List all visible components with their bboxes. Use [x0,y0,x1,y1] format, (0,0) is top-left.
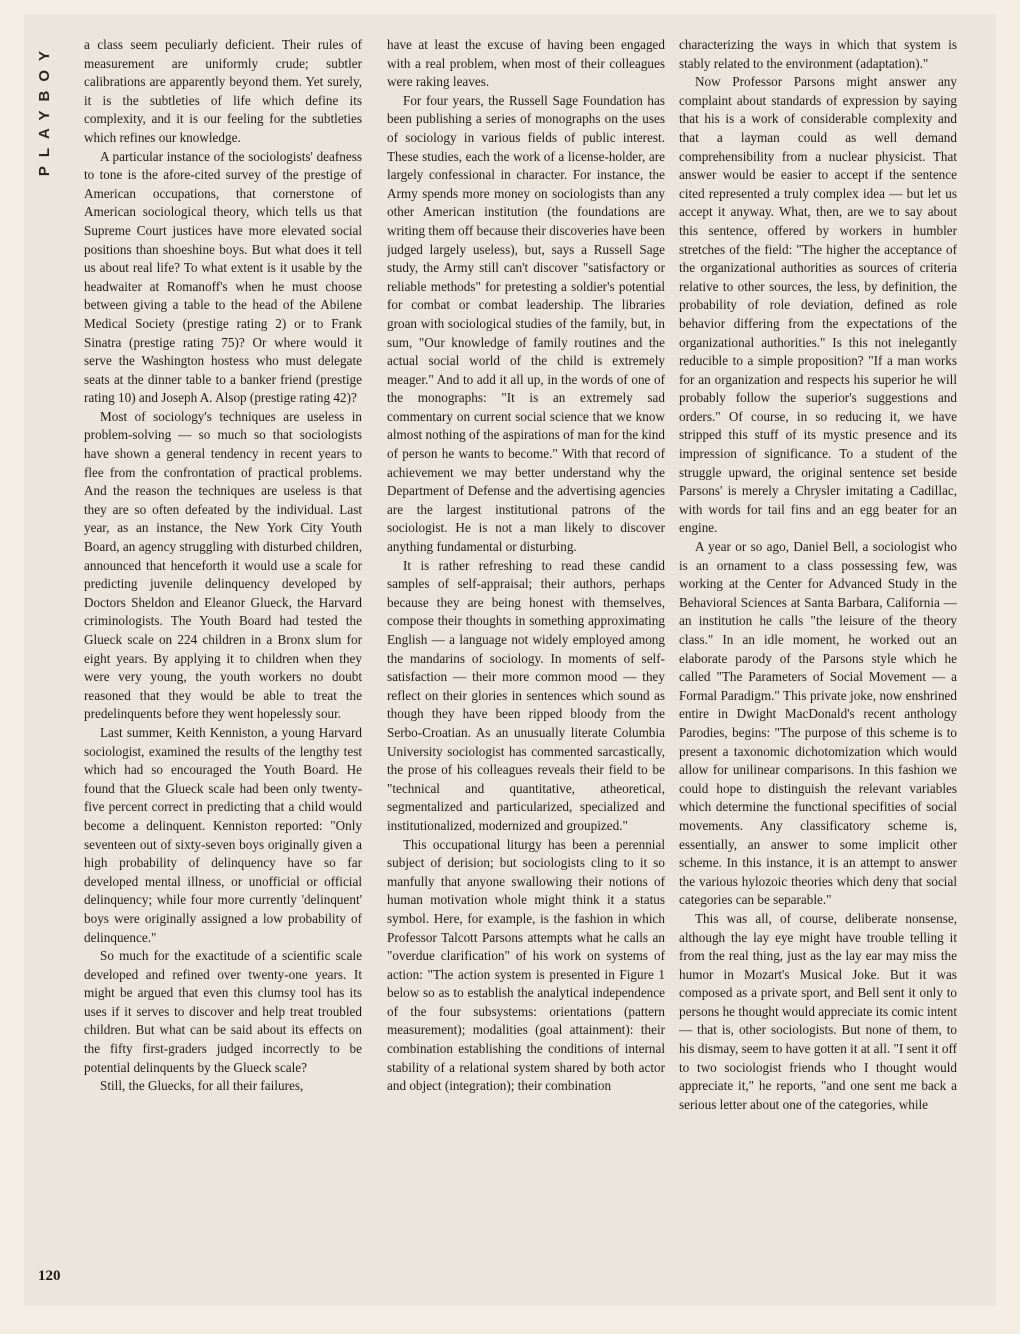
paragraph: A particular instance of the sociologists' deafness to tone is the afore-cited survey of the prestige of American occupations, that cornerstone of American sociological theory, which tells us that Supreme Court justices have more elevated social positions than shoeshine boys. But what does it tell us about real life? To what extent is it usable by the headwaiter at Romanoff's when he must choose between giving a table to the head of the Abilene Medical Society (prestige rating 2) or to Frank Sinatra (prestige rating 75)? Or where would it serve the Washington hostess who must delegate seats at the dinner table to a banker friend (prestige rating 10) and Joseph A. Alsop (prestige rating 42)? [84,148,362,406]
paragraph: Most of sociology's techniques are useless in problem-solving — so much so that sociologists have shown a general tendency in recent years to flee from the confrontation of practical problems. And the reason the techniques are useless is that they are so often defeated by the individual. Last year, as an instance, the New York City Youth Board, an agency struggling with disturbed children, announced that henceforth it would use a scale for predicting juvenile delinquency developed by Doctors Sheldon and Eleanor Glueck, the Harvard criminologists. The Youth Board had tested the Glueck scale on 224 children in a Bronx slum for eight years. By applying it to children when they were very young, the youth workers no doubt reasoned that they would be able to treat the predelinquents before they went hopelessly sour. [84,408,362,722]
paragraph: It is rather refreshing to read these candid samples of self-appraisal; their authors, perhaps because they are being honest with themselves, compose their thoughts in something approximating English — a language not widely employed among the mandarins of sociology. In moments of self-satisfaction — their more common mood — they reflect on their glories in sentences which sound as though they have been ripped bloody from the Serbo-Croatian. As an unusually literate Columbia University sociologist has commented sarcastically, the prose of his colleagues reveals their field to be "technical and quantitative, atheoretical, segmentalized and particularized, specialized and institutionalized, modernized and groupized." [387,557,665,833]
paragraph: For four years, the Russell Sage Foundation has been publishing a series of monographs on the uses of sociology in various fields of public interest. These studies, each the work of a license-holder, are largely confessional in character. For instance, the Army spends more money on sociologists than any other American institution (the foundations are writing them off because their discoveries have been judged largely useless), but, says a Russell Sage study, the Army still can't discover "satisfactory or reliable methods" for pretesting a soldier's potential for combat or combat leadership. The libraries groan with sociological studies of the family, but, in sum, "Our knowledge of family routines and the actual social world of the child is extremely meager." And to add it all up, in the words of one of the monographs: "It is an extremely sad commentary on current social science that we know almost nothing of the aspirations of man for the kind of person he wants to become." With that record of achievement we may better understand why the Department of Defense and the advertising agencies are the largest institutional patrons of the sociologist. He is not a man likely to discover anything fundamental or disturbing. [387,92,665,555]
paragraph: Still, the Gluecks, for all their failures, [100,1078,304,1094]
paragraph: This occupational liturgy has been a perennial subject of derision; but sociologists cling to it so manfully that anyone swallowing their notions of human motivation whole might think it a status symbol. Here, for example, is the fashion in which Professor Talcott Parsons attempts what he calls an "overdue clarification" of his work on systems of action: "The action system is presented in Figure 1 below so as to establish the analytical independence of the four subsystems: orientations (pattern measurement); modalities (goal attainment): their combination establishing the conditions of internal stability of a relational system shared by both actor and object (integration); their combination [387,836,665,1094]
column-1 [84,36,362,1288]
magazine-logo: PLAYBOY [36,42,53,177]
page-number: 120 [38,1268,61,1284]
paragraph: Last summer, Keith Kenniston, a young Harvard sociologist, examined the results of the lengthy test which had so encouraged the Youth Board. He found that the Glueck scale had been only twenty-five percent correct in predicting that a child would become a delinquent. Kenniston reported: "Only seventeen out of sixty-seven boys originally given a high probability of delinquency have so far developed mental illness, or unofficial or official delinquency; while four more currently 'delinquent' boys were originally assigned a low probability of delinquence." [84,724,362,945]
paragraph: characterizing the ways in which that system is stably related to the environment (adaptation)." [679,37,957,71]
paragraph: A year or so ago, Daniel Bell, a sociologist who is an ornament to a class possessing few, was working at the Center for Advanced Study in the Behavioral Sciences at Santa Barbara, California — an institution he calls "the leisure of the theory class." In an idle moment, he worked out an elaborate parody of the Parsons style which he called "The Parameters of Social Movement — a Formal Paradigm." This private joke, now enshrined entire in Dwight MacDonald's recent anthology Parodies, begins: "The purpose of this scheme is to present a taxonomic dichotomization which would allow for unilinear comparisons. In this fashion we could hope to distinguish the relevant variables which determine the functional specifities of social movements. Any classificatory scheme is, essentially, an answer to some implicit other scheme. In this instance, it is an attempt to answer the various hylozoic theories which deny that social categories can be separable." [679,539,957,908]
column-3 [679,36,957,1288]
paragraph: So much for the exactitude of a scientific scale developed and refined over twenty-one years. It might be argued that even this clumsy tool has its uses if it serves to discover and help treat troubled children. But what can be said about its effects on the fifty first-graders judged incorrectly to be potential delinquents by the Glueck scale? [84,948,362,1075]
paragraph: This was all, of course, deliberate nonsense, although the lay eye might have trouble telling it from the real thing, just as the lay ear may miss the humor in Mozart's Musical Joke. But it was composed as a private sport, and Bell sent it only to persons he thought would appreciate its comic intent — that is, other sociologists. But none of them, to his dismay, seem to have gotten it at all. "I sent it off to two sociologist friends who I thought would appreciate it," he reports, "and one sent me back a serious letter about one of the categories, while [679,910,957,1112]
magazine-page [24,14,996,1306]
paragraph: Now Professor Parsons might answer any complaint about standards of expression by saying that his is a work of considerable complexity and that a layman could as well demand comprehensibility from a nuclear physicist. That answer would be easier to accept if the sentence cited represented a truly complex idea — but let us accept it anyway. What, then, are we to say about this sentence, offered by workers in humbler stretches of the field: "The higher the acceptance of the organizational authorities as sources of criteria relative to other sources, the less, by definition, the probability of role deviation, defined as role behavior differing from the expectations of the organizational authorities." Is this not inelegantly reducible to a simple proposition? "If a man works for an organization and respects his superior he will probably follow the superior's suggestions and orders." Of course, in so reducing it, we have stripped this stuff of its mystic presence and its impression of significance. To a student of the struggle upward, the original sentence set beside Parsons' is merely a Chrysler imitating a Cadillac, with words for tail fins and an egg beater for an engine. [679,74,957,536]
column-2 [387,36,665,1288]
paragraph: a class seem peculiarly deficient. Their rules of measurement are uniformly crude; subtler calibrations are apparently beyond them. Yet surely, it is the subtleties of life which define its complexity, and it is our feeling for the subtleties which refines our knowledge. [84,37,362,145]
paragraph: have at least the excuse of having been engaged with a real problem, when most of their colleagues were raking leaves. [387,37,665,90]
